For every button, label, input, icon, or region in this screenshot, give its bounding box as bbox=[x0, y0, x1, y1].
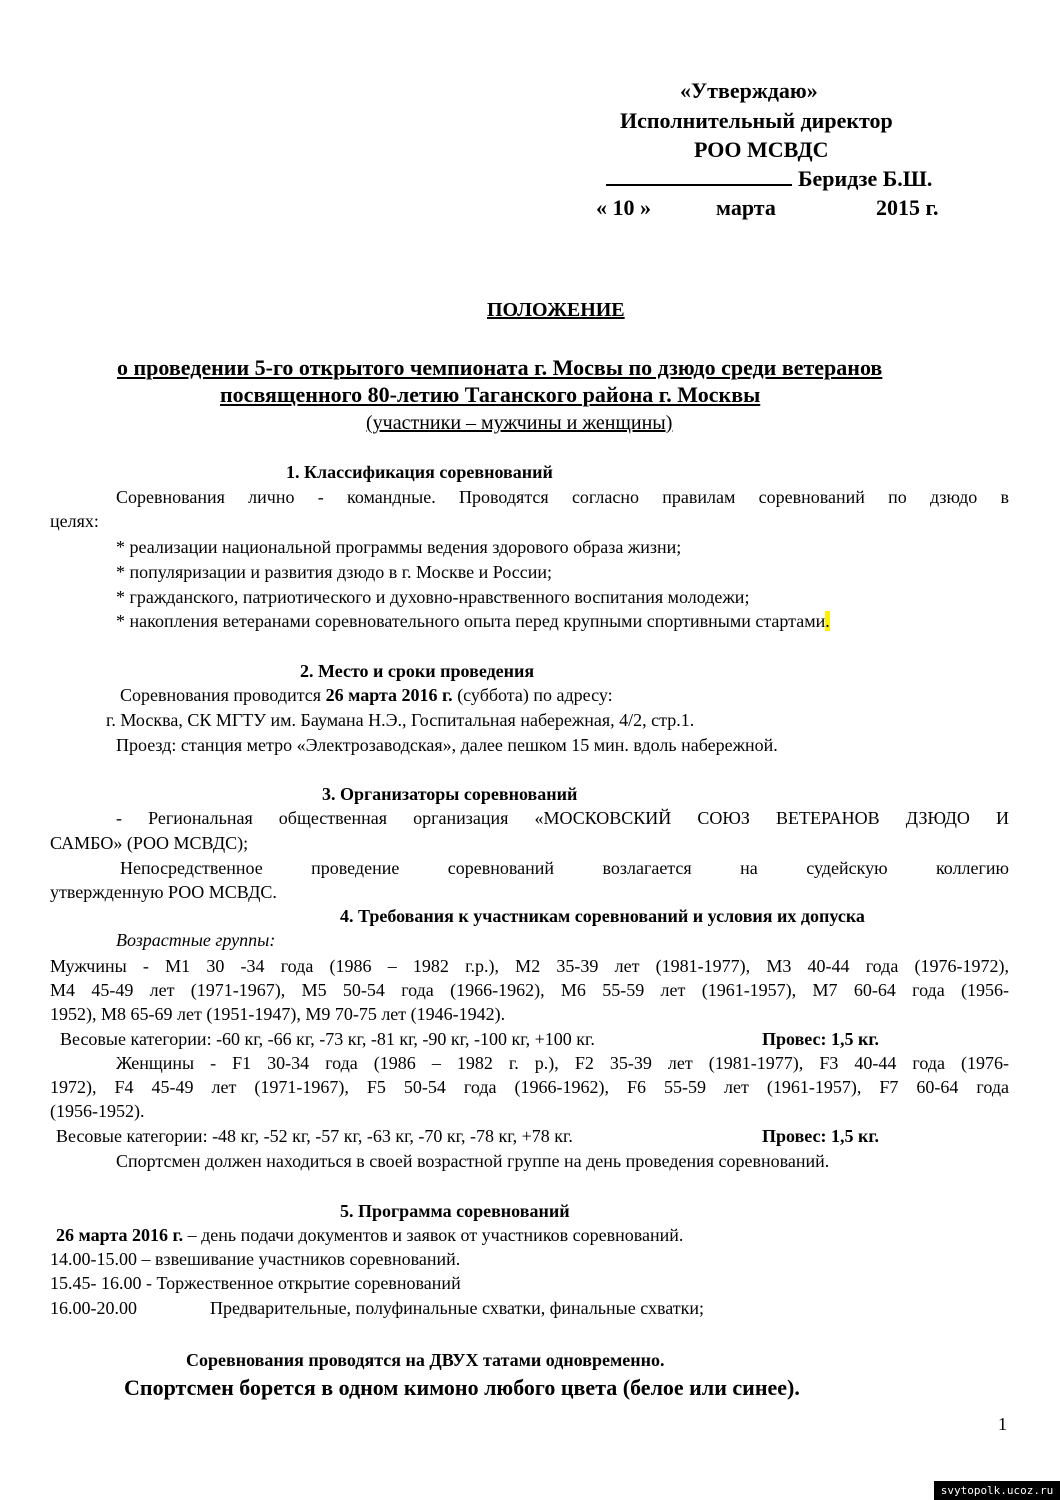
section-1-bullet-1: * реализации национальной программы ведения здорового образа жизни; bbox=[116, 537, 682, 557]
approval-title: «Утверждаю» bbox=[680, 78, 818, 103]
watermark: svytopolk.ucoz.ru bbox=[934, 1481, 1060, 1500]
section-3-line-4: утвержденную РОО МСВДС. bbox=[50, 882, 277, 902]
section-1-bullet-4 bbox=[116, 611, 830, 632]
section-1-heading: 1. Классификация соревнований bbox=[286, 462, 553, 482]
section-3-line-2: САМБО» (РОО МСВДС); bbox=[50, 833, 249, 853]
section-5-line-3: 15.45- 16.00 - Торжественное открытие соревнований bbox=[50, 1273, 461, 1293]
approval-year: 2015 г. bbox=[876, 195, 939, 220]
section-2-line-3: Проезд: станция метро «Электрозаводская», далее пешком 15 мин. вдоль набережной. bbox=[116, 735, 778, 755]
approval-month: марта bbox=[716, 195, 776, 220]
highlight-mark: . bbox=[825, 611, 830, 631]
page-number: 1 bbox=[998, 1414, 1007, 1434]
women-groups-line-2: 1972), F4 45-49 лет (1971-1967), F5 50-54 года (1966-1962), F6 55-59 лет (1961-1957), F7 60-64 года bbox=[50, 1077, 1009, 1097]
section-2-date: 26 марта 2016 г. bbox=[325, 685, 453, 705]
section-5-line-2: 14.00-15.00 – взвешивание участников соревнований. bbox=[50, 1249, 461, 1269]
section-5-line-4-time: 16.00-20.00 bbox=[50, 1298, 137, 1318]
section-1-paragraph-cont: целях: bbox=[50, 511, 99, 531]
section-1-bullet-4-text: * накопления ветеранами соревновательного опыта перед крупными спортивными стартами bbox=[116, 611, 826, 631]
approval-org: РОО МСВДС bbox=[694, 137, 829, 162]
signature-underline bbox=[606, 166, 792, 186]
age-groups-label: Возрастные группы: bbox=[116, 930, 276, 950]
men-groups-line-3: 1952), М8 65-69 лет (1951-1947), М9 70-75 лет (1946-1942). bbox=[50, 1004, 506, 1024]
section-3-line-1: - Региональная общественная организация «МОСКОВСКИЙ СОЮЗ ВЕТЕРАНОВ ДЗЮДО И bbox=[116, 808, 1009, 828]
women-weight-categories: Весовые категории: -48 кг, -52 кг, -57 кг, -63 кг, -70 кг, -78 кг, +78 кг. bbox=[56, 1126, 573, 1146]
section-5-line-1 bbox=[56, 1225, 683, 1246]
women-groups-line-1: Женщины - F1 30-34 года (1986 – 1982 г. р.), F2 35-39 лет (1981-1977), F3 40-44 года (1976- bbox=[116, 1053, 1009, 1073]
section-4-heading: 4. Требования к участникам соревнований и условия их допуска bbox=[340, 906, 865, 926]
section-2-line-1 bbox=[120, 685, 613, 706]
section-3-line-3: Непосредственное проведение соревнований возлагается на судейскую коллегию bbox=[120, 858, 1009, 878]
section-1-paragraph: Соревнования лично - командные. Проводятся согласно правилам соревнований по дзюдо в bbox=[116, 487, 1009, 507]
subtitle-line-2: посвященного 80-летию Таганского района г. Москвы bbox=[220, 382, 761, 407]
subtitle-line-3: (участники – мужчины и женщины) bbox=[366, 412, 673, 434]
approval-position: Исполнительный директор bbox=[620, 108, 893, 133]
section-5-line-1-text: – день подачи документов и заявок от участников соревнований. bbox=[183, 1225, 684, 1245]
section-1-bullet-3: * гражданского, патриотического и духовно-нравственного воспитания молодежи; bbox=[116, 587, 750, 607]
section-2-line-2: г. Москва, СК МГТУ им. Баумана Н.Э., Госпитальная набережная, 4/2, стр.1. bbox=[106, 710, 695, 730]
section-2-line-1-c: (суббота) по адресу: bbox=[452, 685, 613, 705]
footer-note-2: Спортсмен борется в одном кимоно любого цвета (белое или синее). bbox=[124, 1375, 800, 1400]
section-4-note: Спортсмен должен находиться в своей возрастной группе на день проведения соревнований. bbox=[116, 1151, 830, 1171]
men-groups-line-1: Мужчины - М1 30 -34 года (1986 – 1982 г.р.), М2 35-39 лет (1981-1977), М3 40-44 года (1976-1972), bbox=[50, 956, 1009, 976]
women-weigh-allowance: Провес: 1,5 кг. bbox=[762, 1126, 879, 1146]
men-weigh-allowance: Провес: 1,5 кг. bbox=[762, 1029, 879, 1049]
section-5-line-4-text: Предварительные, полуфинальные схватки, финальные схватки; bbox=[210, 1298, 705, 1318]
section-5-heading: 5. Программа соревнований bbox=[340, 1201, 570, 1221]
women-groups-line-3: (1956-1952). bbox=[50, 1101, 145, 1121]
approval-signer: Беридзе Б.Ш. bbox=[798, 166, 933, 191]
section-2-heading: 2. Место и сроки проведения bbox=[300, 661, 535, 681]
section-5-date: 26 марта 2016 г. bbox=[56, 1225, 184, 1245]
approval-day: « 10 » bbox=[596, 195, 651, 220]
section-2-line-1-a: Соревнования проводится bbox=[120, 685, 326, 705]
approval-signature-line bbox=[606, 166, 932, 192]
section-1-bullet-2: * популяризации и развития дзюдо в г. Москве и России; bbox=[116, 562, 553, 582]
section-3-heading: 3. Организаторы соревнований bbox=[322, 784, 578, 804]
footer-note-1: Соревнования проводятся на ДВУХ татами одновременно. bbox=[186, 1350, 665, 1370]
men-groups-line-2: М4 45-49 лет (1971-1967), М5 50-54 года (1966-1962), М6 55-59 лет (1961-1957), М7 60-64 года (1956- bbox=[50, 980, 1009, 1000]
men-weight-categories: Весовые категории: -60 кг, -66 кг, -73 кг, -81 кг, -90 кг, -100 кг, +100 кг. bbox=[60, 1029, 595, 1049]
subtitle-line-1: о проведении 5-го открытого чемпионата г. Мосвы по дзюдо среди ветеранов bbox=[117, 355, 883, 380]
page-title: ПОЛОЖЕНИЕ bbox=[487, 299, 625, 321]
